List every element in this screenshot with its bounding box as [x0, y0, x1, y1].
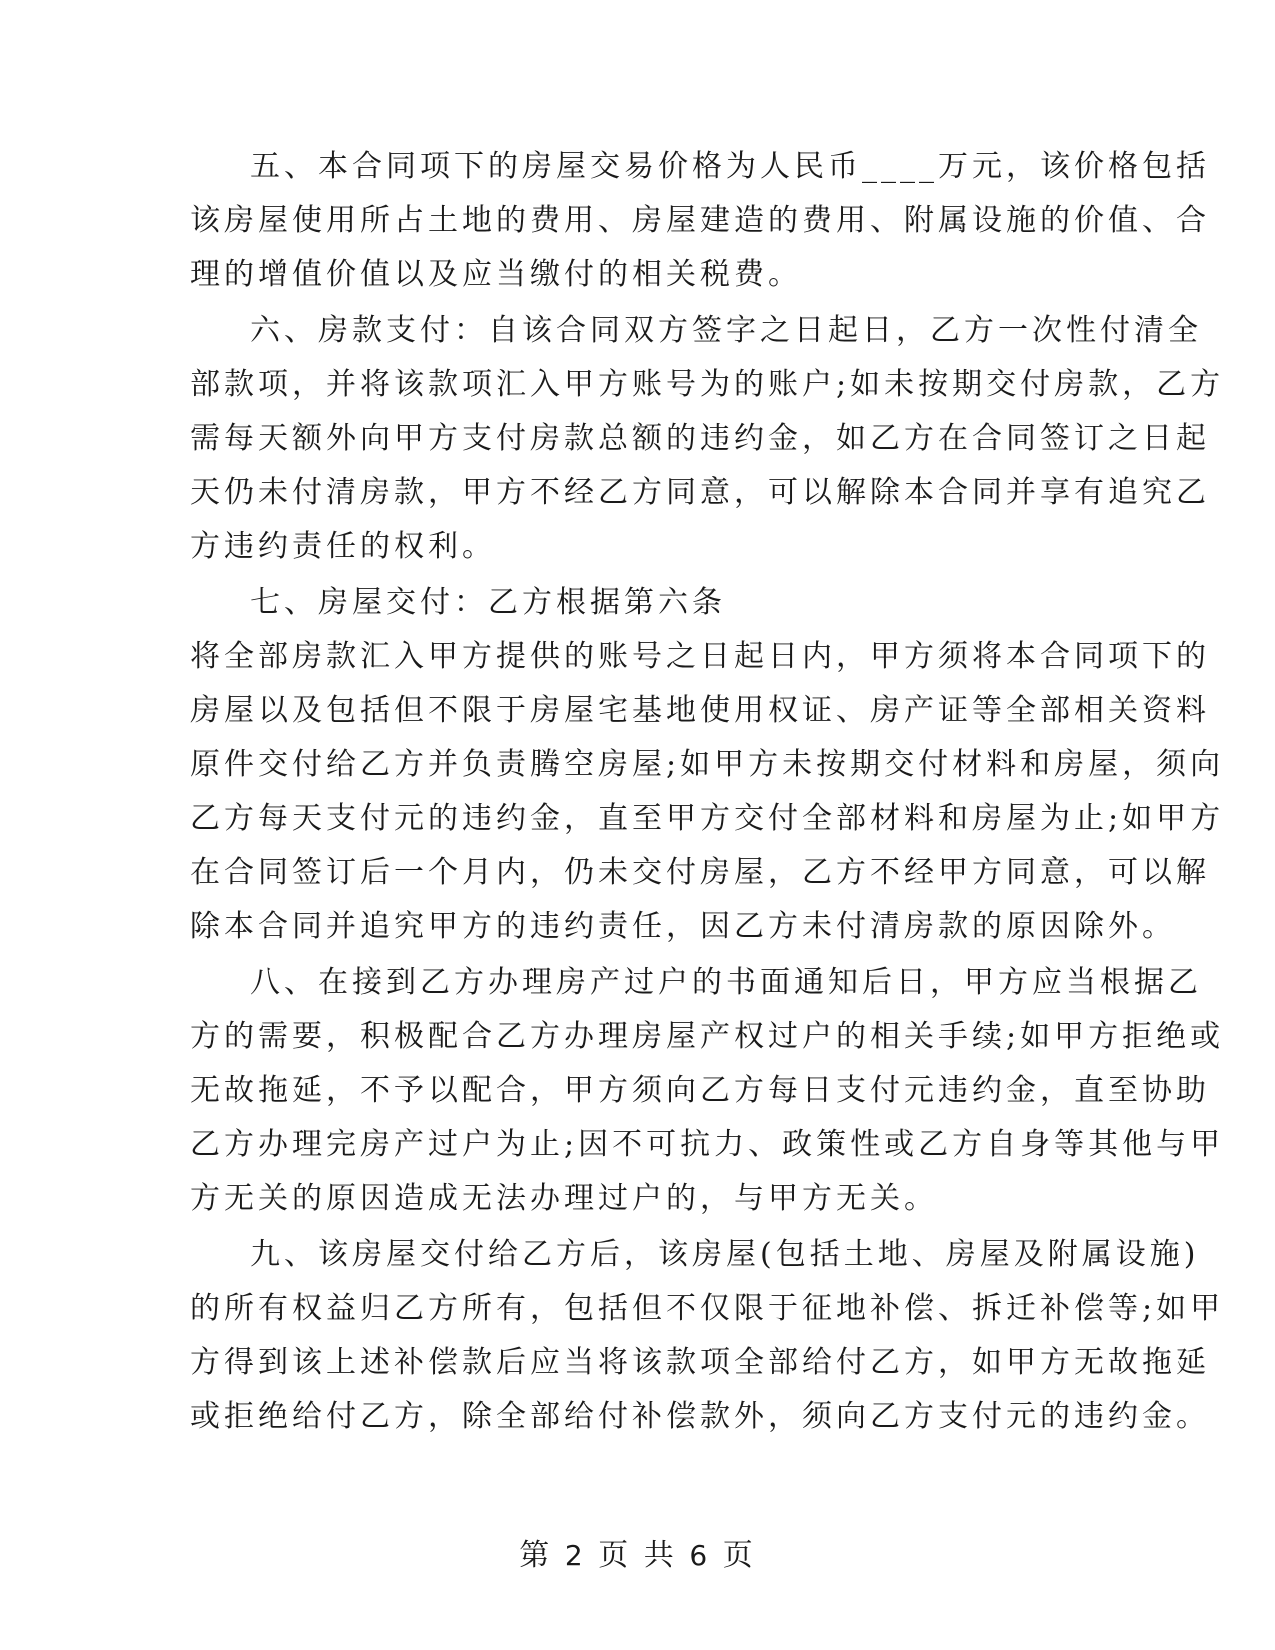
clause-6	[190, 304, 1225, 574]
clause-5-line-1: 五、本合同项下的房屋交易价格为人民币____万元，该价格包括	[250, 149, 1210, 184]
clause-7-line-4: 原件交付给乙方并负责腾空房屋;如甲方未按期交付材料和房屋，须向	[190, 747, 1225, 782]
clause-9-line-3: 方得到该上述补偿款后应当将该款项全部给付乙方，如甲方无故拖延	[190, 1345, 1210, 1380]
clause-9-line-4: 或拒绝给付乙方，除全部给付补偿款外，须向乙方支付元的违约金。	[190, 1399, 1210, 1434]
clause-7-line-2: 将全部房款汇入甲方提供的账号之日起日内，甲方须将本合同项下的	[190, 639, 1210, 674]
clause-7-line-5: 乙方每天支付元的违约金，直至甲方交付全部材料和房屋为止;如甲方	[190, 801, 1225, 836]
footer-prefix: 第	[519, 1538, 553, 1573]
footer-suffix: 页	[722, 1538, 756, 1573]
clause-7	[190, 576, 1225, 954]
clause-8-line-4: 乙方办理完房产过户为止;因不可抗力、政策性或乙方自身等其他与甲	[190, 1127, 1225, 1162]
clause-8-line-1: 八、在接到乙方办理房产过户的书面通知后日，甲方应当根据乙	[250, 965, 1202, 1000]
clause-9	[190, 1228, 1225, 1444]
clause-6-line-4: 天仍未付清房款，甲方不经乙方同意，可以解除本合同并享有追究乙	[190, 475, 1210, 510]
clause-8-line-3: 无故拖延，不予以配合，甲方须向乙方每日支付元违约金，直至协助	[190, 1073, 1210, 1108]
current-page-number: 2	[564, 1539, 586, 1572]
clause-7-line-6: 在合同签订后一个月内，仍未交付房屋，乙方不经甲方同意，可以解	[190, 855, 1210, 890]
clause-7-line-3: 房屋以及包括但不限于房屋宅基地使用权证、房产证等全部相关资料	[190, 693, 1210, 728]
clause-6-line-1: 六、房款支付：自该合同双方签字之日起日，乙方一次性付清全	[250, 313, 1202, 348]
clause-8-line-5: 方无关的原因造成无法办理过户的，与甲方无关。	[190, 1181, 938, 1216]
total-pages-number: 6	[689, 1539, 711, 1572]
clause-9-line-2: 的所有权益归乙方所有，包括但不仅限于征地补偿、拆迁补偿等;如甲	[190, 1291, 1225, 1326]
clause-6-line-2: 部款项，并将该款项汇入甲方账号为的账户;如未按期交付房款，乙方	[190, 367, 1225, 402]
clause-8	[190, 956, 1225, 1226]
clause-6-line-5: 方违约责任的权利。	[190, 529, 496, 564]
clause-5-line-2: 该房屋使用所占土地的费用、房屋建造的费用、附属设施的价值、合	[190, 203, 1210, 238]
clause-9-line-1: 九、该房屋交付给乙方后，该房屋(包括土地、房屋及附属设施)	[250, 1237, 1200, 1272]
document-body	[190, 140, 1225, 1444]
clause-6-line-3: 需每天额外向甲方支付房款总额的违约金，如乙方在合同签订之日起	[190, 421, 1210, 456]
footer-middle: 页 共	[598, 1538, 677, 1573]
clause-5-line-3: 理的增值价值以及应当缴付的相关税费。	[190, 257, 802, 292]
clause-7-line-1: 七、房屋交付：乙方根据第六条	[250, 585, 726, 620]
page-footer	[0, 1530, 1275, 1574]
clause-5	[190, 140, 1210, 302]
clause-8-line-2: 方的需要，积极配合乙方办理房屋产权过户的相关手续;如甲方拒绝或	[190, 1019, 1225, 1054]
clause-7-line-7: 除本合同并追究甲方的违约责任，因乙方未付清房款的原因除外。	[190, 909, 1176, 944]
